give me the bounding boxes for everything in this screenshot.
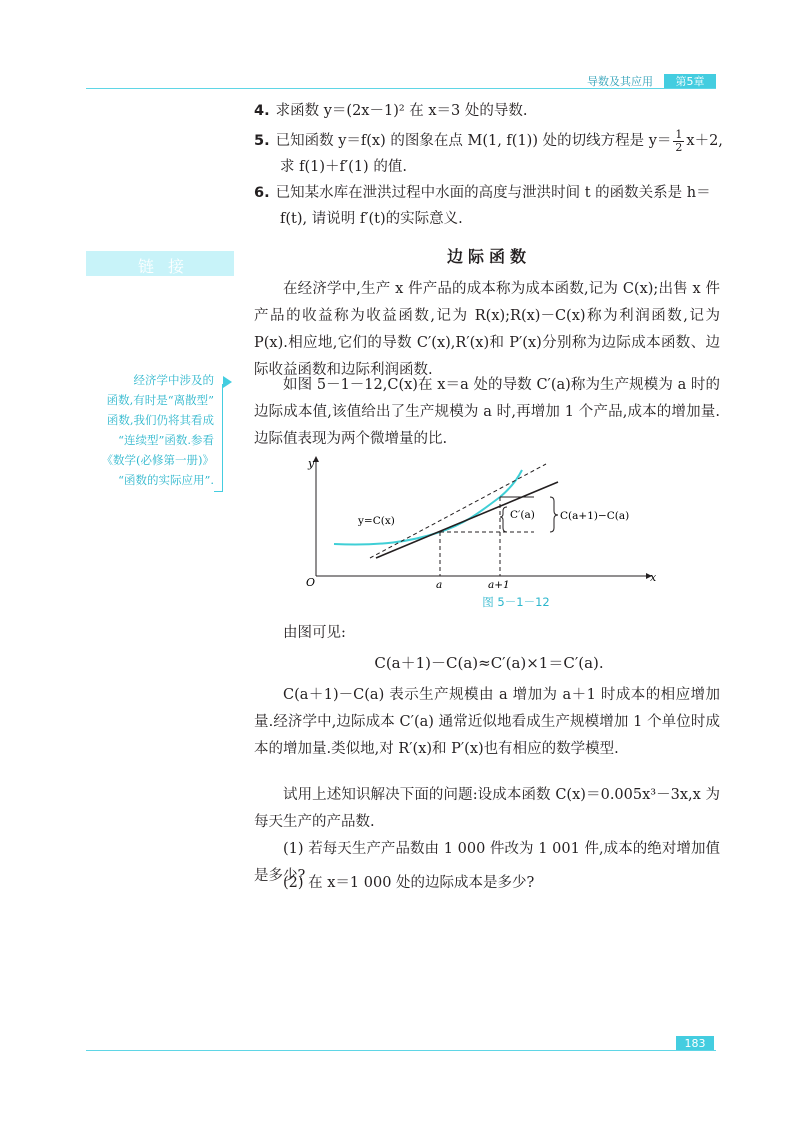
side-note-arrow-icon <box>223 376 232 388</box>
paragraph-definition: 在经济学中,生产 x 件产品的成本称为成本函数,记为 C(x);出售 x 件产品的收益称为收益函数,记为 R(x);R(x)－C(x)称为利润函数,记为 P(x).相应地,它们的导数 C′(x),R′(x)和 P′(x)分别称为边际成本函数、边际收益函数和边际利润函数. <box>254 281 720 378</box>
exercise-5 <box>254 128 724 180</box>
side-note-line: 《数学(必修第一册)》 <box>101 453 214 467</box>
section-title: 边际函数 <box>446 247 531 266</box>
exercise-text: 已知函数 y＝f(x) 的图象在点 M(1, f(1)) 处的切线方程是 y＝ <box>275 133 672 149</box>
exercise-text: 已知某水库在泄洪过程中水面的高度与泄洪时间 t 的函数关系是 h＝ <box>275 185 711 201</box>
link-badge <box>86 251 234 276</box>
side-note-line: 函数,有时是“离散型” <box>106 393 214 407</box>
marginal-cost-figure <box>300 452 660 590</box>
cost-bracket <box>550 497 558 532</box>
paragraph-explain: C(a＋1)－C(a) 表示生产规模由 a 增加为 a＋1 时成本的相应增加量.经济学中,边际成本 C′(a) 通常近似地看成生产规模增加 1 个单位时成本的增加量.类似地,对 R′(x)和 P′(x)也有相应的数学模型. <box>254 687 720 757</box>
fraction <box>673 129 684 154</box>
footer-rule <box>86 1050 716 1051</box>
y-axis-label: y <box>308 457 315 470</box>
fraction-numerator: 1 <box>675 127 683 141</box>
side-note-bracket <box>222 384 223 492</box>
curve-label: y=C(x) <box>358 515 395 527</box>
link-label: 链接 <box>137 257 198 276</box>
chapter-number: 第5章 <box>664 74 716 89</box>
exercise-text-line2: 求 f(1)＋f′(1) 的值. <box>280 159 407 175</box>
paragraph-observe: 由图可见: <box>283 625 346 641</box>
origin-label: O <box>306 576 316 589</box>
tick-a1: a+1 <box>488 579 510 590</box>
side-note-line: “函数的实际应用”. <box>118 473 214 487</box>
exercise-text-cont: x＋2, <box>686 133 723 149</box>
cost-curve <box>334 470 522 545</box>
tangent-bracket <box>500 507 507 532</box>
side-note-bracket-foot <box>214 491 223 492</box>
question-2: (2) 在 x＝1 000 处的边际成本是多少? <box>283 875 535 891</box>
exercise-text-line2: f(t), 请说明 f′(t)的实际意义. <box>280 211 463 227</box>
side-note-line: 经济学中涉及的 <box>133 373 214 387</box>
exercise-number: 5. <box>254 133 270 149</box>
paragraph-problem: 试用上述知识解决下面的问题:设成本函数 C(x)＝0.005x³－3x,x 为每天生产的产品数. <box>254 787 720 830</box>
tick-a: a <box>436 579 443 590</box>
exercise-4 <box>254 98 724 124</box>
paragraph-figure-ref: 如图 5－1－12,C(x)在 x＝a 处的导数 C′(a)称为生产规模为 a 时的边际成本值,该值给出了生产规模为 a 时,再增加 1 个产品,成本的增加量.边际值表现为两个微增量的比. <box>254 377 720 447</box>
chapter-title: 导数及其应用 <box>578 74 662 89</box>
side-note-line: “连续型”函数.参看 <box>118 433 214 447</box>
exercise-number: 6. <box>254 185 270 201</box>
x-axis-label: x <box>650 571 657 584</box>
figure-caption: 图 5－1－12 <box>482 595 550 609</box>
bracket-label: C(a+1)−C(a) <box>560 510 630 522</box>
formula: C(a＋1)－C(a)≈C′(a)×1＝C′(a). <box>374 654 604 672</box>
question-1: (1) 若每天生产产品数由 1 000 件改为 1 001 件,成本的绝对增加值是多少? <box>254 841 720 884</box>
side-note <box>86 370 214 490</box>
exercise-text: 求函数 y＝(2x－1)² 在 x＝3 处的导数. <box>275 103 528 119</box>
header-rule <box>86 88 716 89</box>
fraction-denominator: 2 <box>675 140 683 154</box>
exercise-6 <box>254 180 724 232</box>
tangent-label: C′(a) <box>510 509 535 521</box>
side-note-line: 函数,我们仍将其看成 <box>106 413 214 427</box>
page-number: 183 <box>676 1036 714 1051</box>
exercise-number: 4. <box>254 103 270 119</box>
